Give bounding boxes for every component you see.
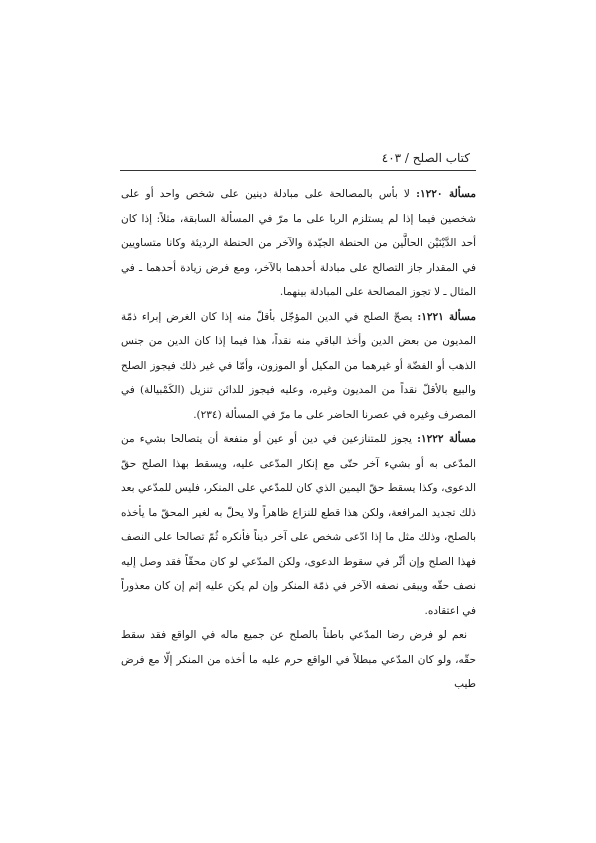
paragraph-continuation (121, 623, 476, 697)
paragraph-text: يجوز للمتنازعين في دين أو عين أو منفعة أن يتصالحا بشيء من المدّعى به أو بشيء آخر حتّى مع إنكار المدّعى عليه، ويسقط بهذا الصلح حقّ الدعوى، وكذا يسقط حقّ اليمين الذي كان للمدّعي على المنكر، فليس للمدّعي بعد ذلك تجديد المرافعة، ولكن هذا قطع للنزاع ظاهراً ولا يحلّ به لغير المحقّ ما يأخذه بالصلح، وذلك مثل ما إذا ادّعى شخص على آخر ديناً فأنكره ثُمّ تصالحا على النصف فهذا الصلح وإن أثّر في سقوط الدعوى، ولكن المدّعي لو كان محقّاً فقد وصل إليه نصف حقّه ويبقى نصفه الآخر في ذمّة المنكر وإن لم يكن عليه إثم إن كان معذوراً في اعتقاده. (121, 433, 476, 617)
running-header: كتاب الصلح / ٤٠٣ (381, 151, 470, 165)
paragraph-text: يصحّ الصلح في الدين المؤجّل بأقلّ منه إذا كان الغرض إبراء ذمّة المديون من بعض الدين وأخذ الباقي منه نقداً، هذا فيما إذا كان الدين من جنس الذهب أو الفضّة أو غيرهما من المكيل أو الموزون، وأمّا في غير ذلك فيجوز الصلح والبيع بالأقلّ نقداً من المديون وغيره، وعليه فيجوز للدائن تنزيل (الكَمْبيالة) في المصرف وغيره في عصرنا الحاضر على ما مرّ في المسألة (٢٣٤). (121, 310, 476, 421)
page-body (121, 182, 476, 697)
masala-label: مسألة ١٢٢٢: (417, 433, 476, 445)
header-rule (120, 170, 476, 171)
paragraph-text: لا بأس بالمصالحة على مبادلة دينين على شخص واحد أو على شخصين فيما إذا لم يستلزم الربا على ما مرّ في المسألة السابقة، مثلاً: إذا كان أحد الدَّيْنَيْن الحالَّين من الحنطة الجيّدة والآخر من الحنطة الرديئة وكانا متساويين في المقدار جاز التصالح على مبادلة أحدهما بالآخر، ومع فرض زيادة أحدهما ـ في المثال ـ لا تجوز المصالحة على المبادلة بينهما. (121, 188, 476, 298)
paragraph-masala-1222 (121, 427, 476, 623)
paragraph-masala-1220 (121, 182, 476, 305)
paragraph-masala-1221 (121, 305, 476, 428)
paragraph-text: نعم لو فرض رضا المدّعي باطناً بالصلح عن جميع ماله في الواقع فقد سقط حقّه، ولو كان المدّعي مبطلاً في الواقع حرم عليه ما أخذه من المنكر إلّا مع فرض طيب (121, 629, 476, 690)
masala-label: مسألة ١٢٢١: (417, 310, 476, 323)
masala-label: مسألة ١٢٢٠: (416, 188, 476, 200)
